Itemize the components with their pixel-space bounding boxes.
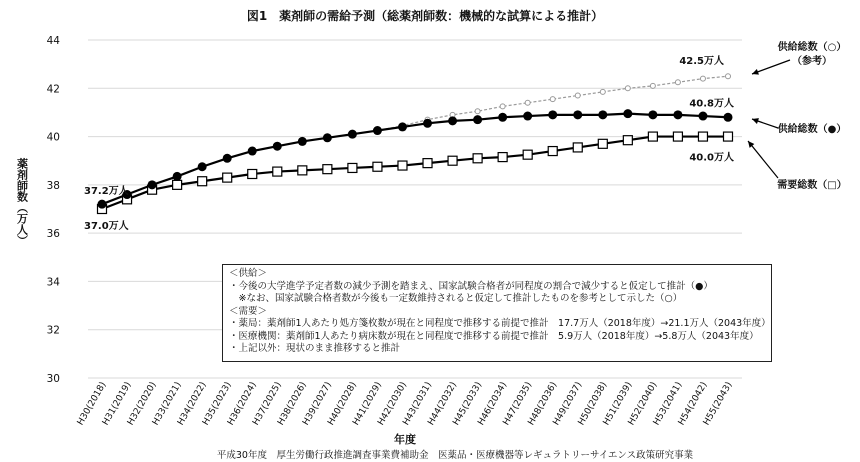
data-point [698, 132, 707, 141]
x-tick-label: H54(2042) [676, 380, 710, 428]
data-point [623, 109, 632, 118]
x-axis [76, 380, 735, 427]
note-line: ※なお、国家試験合格者数が今後も一定数維持されると仮定して推計したものを参考として示した（○） [229, 293, 683, 304]
x-tick-label: H53(2041) [651, 380, 685, 428]
series-layer [98, 74, 733, 214]
data-point [523, 112, 532, 121]
chart-title: 図1 薬剤師の需給予測（総薬剤師数：機械的な試算による推計） [246, 9, 604, 23]
data-point [323, 133, 332, 142]
data-label-end-demand: 40.0万人 [689, 152, 734, 164]
data-point [623, 136, 632, 145]
data-point [548, 147, 557, 156]
legend-label-demand: 需要総数（□） [777, 180, 847, 191]
data-point [523, 150, 532, 159]
data-point [598, 139, 607, 148]
data-point [724, 132, 733, 141]
x-tick-label: H51(2039) [601, 380, 635, 428]
data-point [475, 109, 480, 114]
x-tick-label: H41(2029) [351, 380, 385, 428]
legend-label-reference: 供給総数（○） [777, 42, 847, 53]
data-point [473, 154, 482, 163]
x-axis-label: 年度 [394, 433, 416, 446]
data-point [700, 76, 705, 81]
data-point [498, 113, 507, 122]
data-point [198, 162, 207, 171]
x-tick-label: H46(2034) [476, 380, 510, 428]
x-tick-label: H36(2024) [226, 380, 259, 428]
arrow-demand [748, 141, 778, 178]
note-line: ＜需要＞ [229, 305, 268, 317]
data-label-start-supply: 37.2万人 [84, 186, 129, 198]
y-axis-label: 薬剤師数（万人） [15, 158, 29, 246]
data-point [298, 166, 307, 175]
y-tick-label: 42 [46, 83, 60, 96]
data-point [423, 159, 432, 168]
data-point [573, 110, 582, 119]
data-point [373, 126, 382, 135]
y-tick-label: 30 [46, 373, 60, 385]
note-line: ・今後の大学進学予定者数の減少予測を踏まえ、国家試験合格者が同程度の割合で減少すると仮定して推計（●） [229, 280, 713, 292]
data-point [273, 167, 282, 176]
data-point [223, 173, 232, 182]
data-point [498, 153, 507, 162]
data-point [248, 147, 257, 156]
data-point [398, 122, 407, 131]
x-tick-label: H42(2030) [376, 380, 410, 428]
y-tick-label: 32 [46, 324, 60, 337]
data-point [550, 97, 555, 102]
data-point [198, 177, 207, 186]
data-point [323, 165, 332, 174]
x-tick-label: H48(2036) [526, 380, 560, 428]
series-line [102, 137, 728, 209]
x-tick-label: H40(2028) [326, 380, 359, 428]
arrow-supply-head [752, 118, 759, 124]
x-tick-label: H35(2023) [201, 380, 234, 428]
data-point [648, 132, 657, 141]
data-point [173, 172, 182, 181]
x-tick-label: H49(2037) [551, 380, 585, 428]
data-point [348, 130, 357, 139]
data-label-start-demand: 37.0万人 [84, 221, 129, 232]
x-tick-label: H37(2025) [251, 380, 284, 428]
legend-label-supply: 供給総数（●） [777, 124, 847, 135]
note-line: ・薬局：薬剤師1人あたり処方箋枚数が現在と同程度で推移する前提で推計 17.7万人（2018年度）→21.1万人（2043年度） [229, 318, 771, 329]
note-line: ・上記以外：現状のまま推移すると推計 [229, 343, 401, 354]
data-point [675, 80, 680, 85]
series-line [102, 114, 728, 205]
data-point [598, 110, 607, 119]
x-tick-label: H39(2027) [301, 380, 334, 428]
data-point [448, 156, 457, 165]
data-point [575, 93, 580, 98]
data-point [548, 110, 557, 119]
data-point [298, 137, 307, 146]
data-point [673, 132, 682, 141]
data-point [698, 112, 707, 121]
y-axis [47, 35, 61, 385]
data-point [348, 163, 357, 172]
y-tick-label: 40 [46, 131, 60, 144]
legend-label-reference-note: （参考） [792, 56, 832, 67]
y-tick-label: 36 [46, 228, 60, 241]
x-tick-label: H47(2035) [501, 380, 535, 428]
note-line: ・医療機関：薬剤師1人あたり病床数が現在と同程度で推移する前提で推計 5.9万人（2018年度）→5.8万人（2043年度） [229, 330, 759, 342]
data-point [573, 143, 582, 152]
x-tick-label: H43(2031) [401, 380, 435, 428]
data-point [248, 169, 257, 178]
data-label-end-reference: 42.5万人 [679, 56, 724, 68]
data-point [673, 110, 682, 119]
x-tick-label: H34(2022) [176, 380, 209, 428]
data-point [650, 83, 655, 88]
data-point [373, 162, 382, 171]
y-tick-label: 38 [46, 179, 60, 192]
y-tick-label: 34 [46, 276, 60, 289]
footer-text: 平成30年度 厚生労働行政推進調査事業費補助金 医薬品・医療機器等レギュラトリーサイエンス政策研究事業 [216, 450, 694, 461]
note-line: ＜供給＞ [229, 268, 268, 279]
data-point [625, 86, 630, 91]
data-point [273, 142, 282, 151]
data-point [726, 74, 731, 79]
data-point [473, 115, 482, 124]
data-label-end-supply: 40.8万人 [689, 98, 734, 110]
data-point [648, 110, 657, 119]
x-tick-label: H33(2021) [150, 380, 184, 428]
x-tick-label: H32(2020) [125, 380, 159, 428]
x-tick-label: H45(2033) [451, 380, 485, 428]
data-point [98, 200, 107, 209]
y-tick-label: 44 [46, 35, 60, 47]
x-tick-label: H31(2019) [100, 380, 134, 428]
x-tick-label: H44(2032) [426, 380, 460, 428]
x-tick-label: H38(2026) [276, 380, 309, 428]
data-point [398, 161, 407, 170]
data-point [173, 180, 182, 189]
x-tick-label: H52(2040) [626, 380, 660, 428]
x-tick-label: H55(2043) [701, 380, 735, 428]
notes-box [222, 264, 772, 362]
data-point [525, 100, 530, 105]
data-point [600, 89, 605, 94]
data-point [423, 119, 432, 128]
data-point [724, 113, 733, 122]
x-tick-label: H50(2038) [576, 380, 610, 428]
data-point [223, 154, 232, 163]
data-point [500, 104, 505, 109]
data-point [448, 116, 457, 125]
data-point [148, 180, 157, 189]
x-tick-label: H30(2018) [75, 380, 109, 428]
